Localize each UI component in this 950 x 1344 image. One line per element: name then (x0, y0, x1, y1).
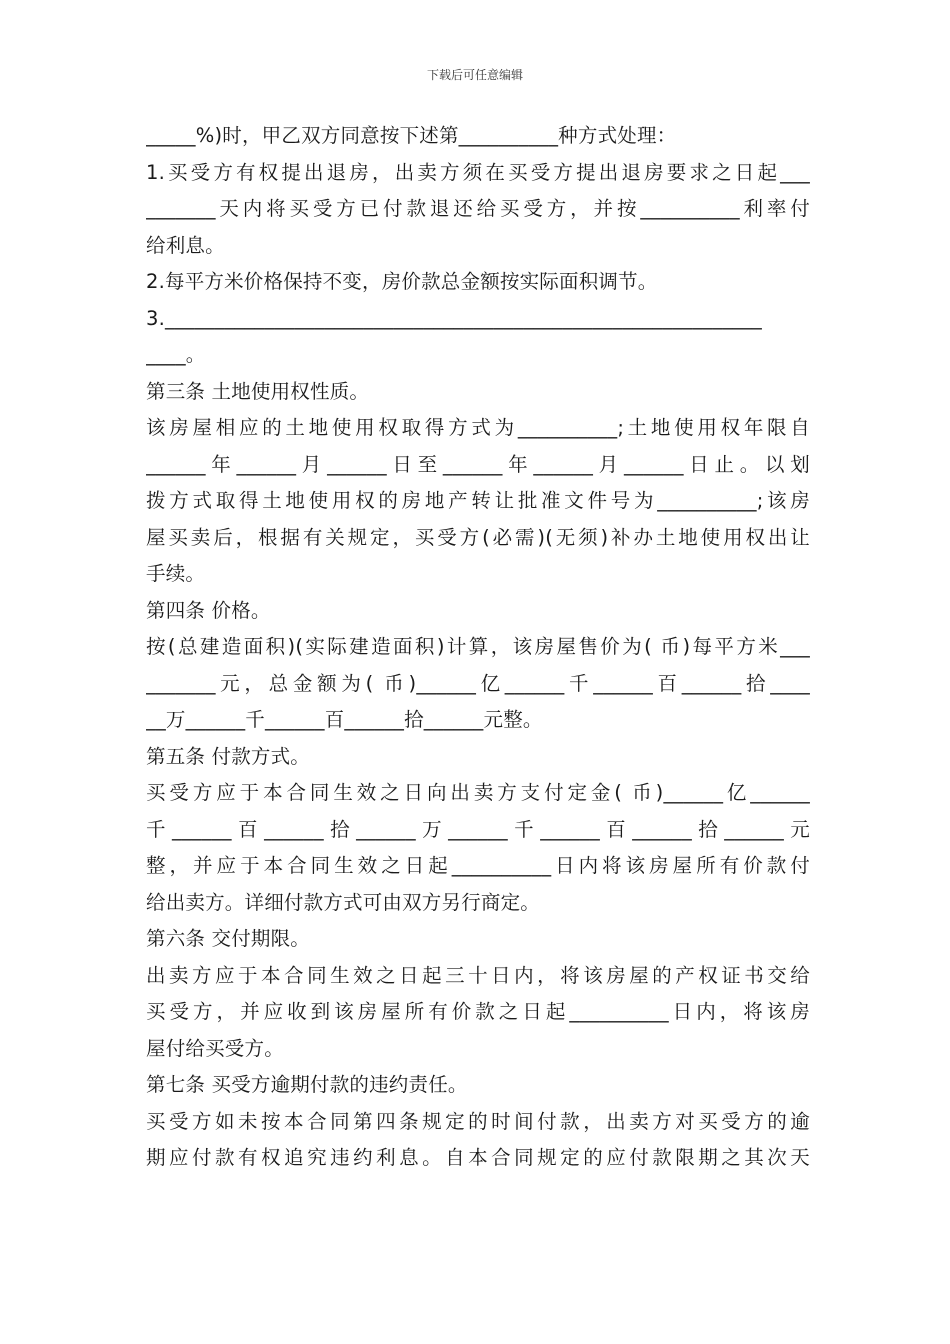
text-line: 买受方如未按本合同第四条规定的时间付款，出卖方对买受方的逾 (146, 1109, 810, 1133)
text-line: 屋买卖后，根据有关规定，买受方(必需)(无须)补办土地使用权出让 (146, 525, 810, 549)
text-line: 出卖方应于本合同生效之日起三十日内，将该房屋的产权证书交给 (146, 963, 810, 987)
text-line: 第四条 价格。 (146, 598, 271, 622)
text-line: 2.每平方米价格保持不变，房价款总金额按实际面积调节。 (146, 270, 658, 293)
text-line: _______天内将买受方已付款退还给买受方，并按__________利率付 (146, 197, 810, 220)
text-line: 第五条 付款方式。 (146, 744, 310, 768)
text-line: 按(总建造面积)(实际建造面积)计算，该房屋售价为( 币)每平方米___ (146, 635, 810, 658)
text-line: 买受方应于本合同生效之日向出卖方支付定金( 币)______亿______ (146, 781, 810, 804)
text-line: 期应付款有权追究违约利息。自本合同规定的应付款限期之其次天 (146, 1146, 810, 1169)
text-line: 给出卖方。详细付款方式可由双方另行商定。 (146, 890, 541, 914)
text-line: 买受方，并应收到该房屋所有价款之日起__________日内，将该房 (146, 1000, 810, 1023)
text-line: _____%)时，甲乙双方同意按下述第__________种方式处理： (146, 124, 677, 147)
text-line: __万______千______百______拾______元整。 (146, 708, 543, 731)
text-line: 拨方式取得土地使用权的房地产转让批准文件号为__________;该房 (146, 489, 810, 512)
text-line: ____。 (146, 343, 206, 366)
text-line: 千______百______拾______万______千______百______拾______元 (146, 817, 810, 841)
text-line: 第三条 土地使用权性质。 (146, 379, 370, 403)
text-line: ______年______月______日至______年______月______日止。以划 (146, 452, 810, 476)
text-line: _______元，总金额为( 币)______亿______千______百______拾____ (146, 671, 810, 695)
text-line: 整，并应于本合同生效之日起__________日内将该房屋所有价款付 (146, 854, 810, 877)
text-line: 手续。 (146, 562, 206, 585)
text-line: 该房屋相应的土地使用权取得方式为__________;土地使用权年限自 (146, 416, 810, 439)
text-line: 3.____________________________________________________________ (146, 306, 763, 330)
document-body (146, 118, 810, 1177)
text-line: 第六条 交付期限。 (146, 927, 310, 950)
text-line: 给利息。 (146, 233, 225, 257)
text-line: 1.买受方有权提出退房，出卖方须在买受方提出退房要求之日起___ (146, 160, 810, 184)
header-note: 下载后可任意编辑 (426, 68, 523, 82)
text-line: 第七条 买受方逾期付款的违约责任。 (146, 1073, 468, 1096)
text-line: 屋付给买受方。 (146, 1036, 284, 1060)
